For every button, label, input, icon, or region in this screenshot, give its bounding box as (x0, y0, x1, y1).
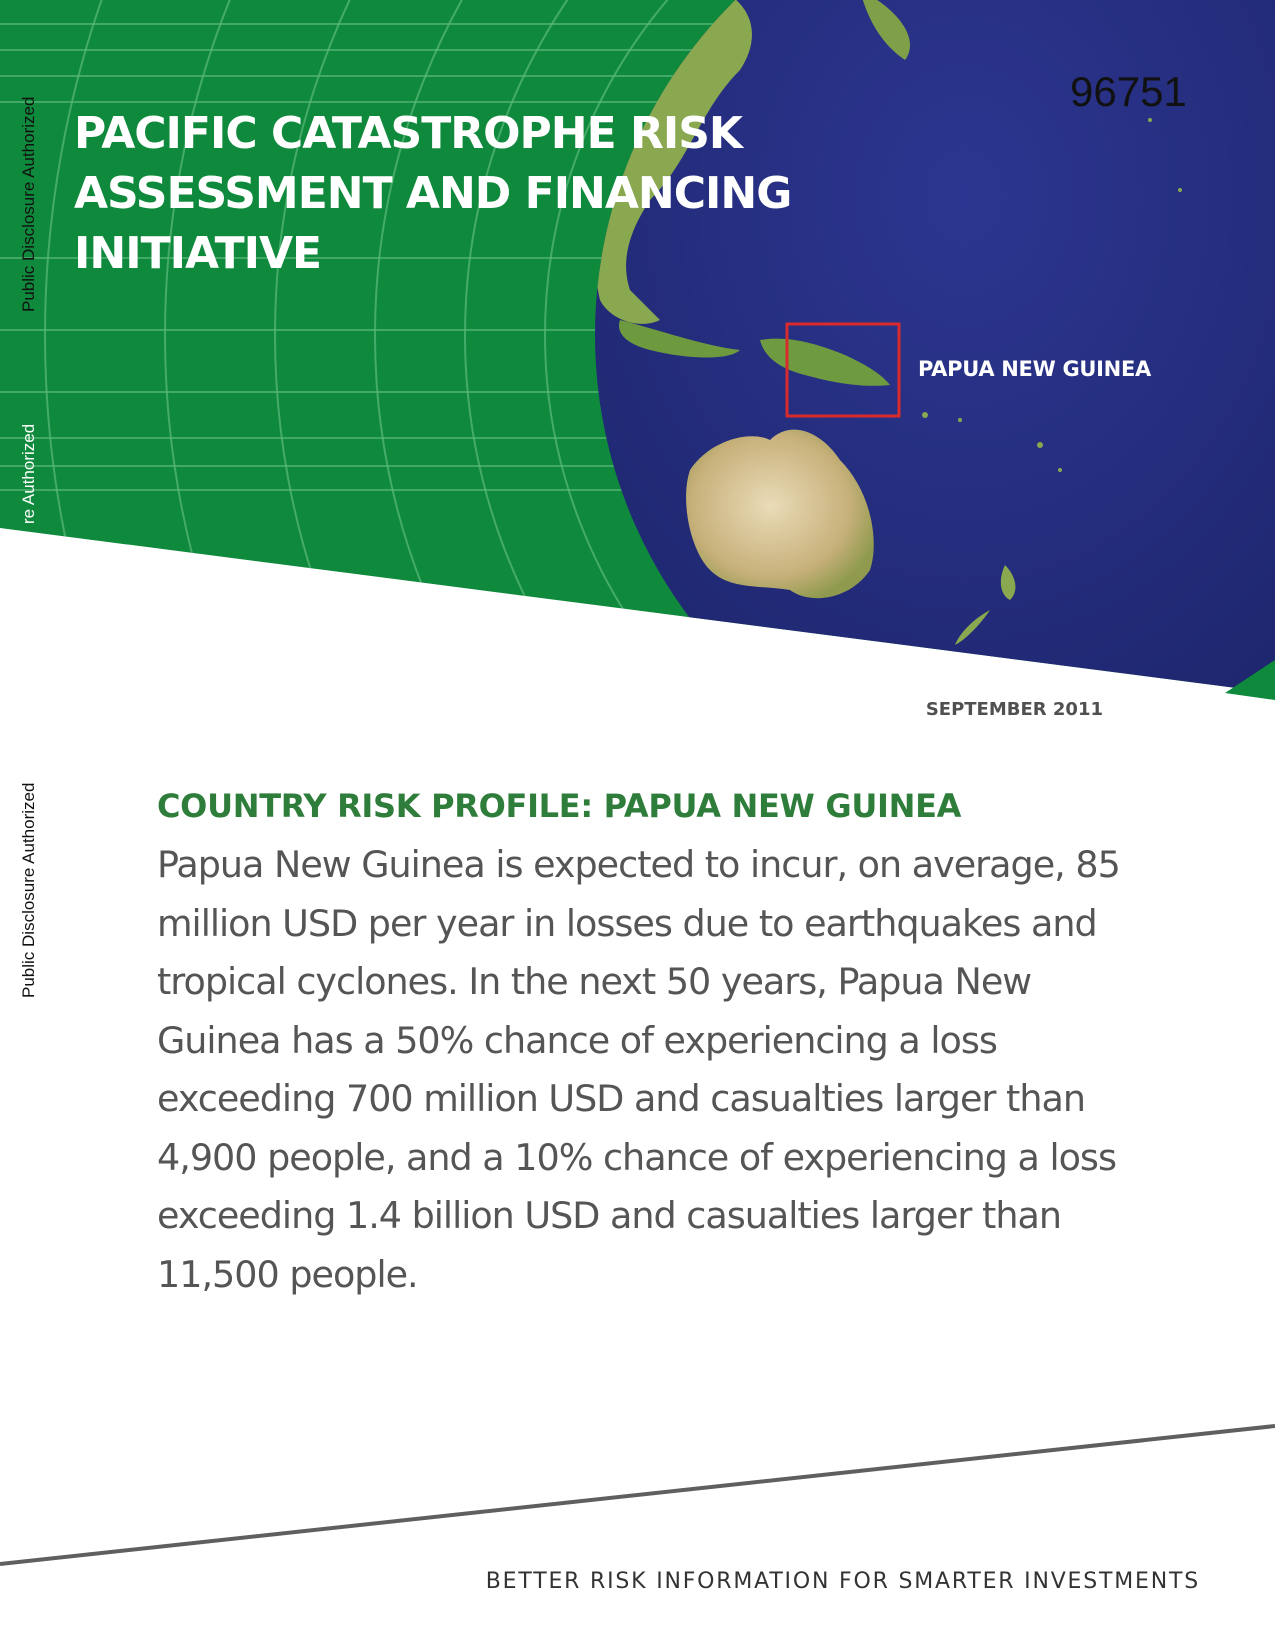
publication-date: SEPTEMBER 2011 (925, 699, 1103, 720)
footer-rule (0, 1420, 1275, 1580)
map-label: PAPUA NEW GUINEA (918, 357, 1151, 381)
document-number: 96751 (1070, 68, 1187, 115)
cover-title-line-2: ASSESSMENT AND FINANCING (74, 168, 792, 219)
profile-body: Papua New Guinea is expected to incur, on average, 85 million USD per year in losses due to earthquakes and tropical cyclones. In the next 50 years, Papua New Guinea has a 50% chance of experiencing a loss exceeding 700 million USD and casualties larger than 4,900 people, and a 10% chance of experiencing a loss exceeding 1.4 billion USD and casualties larger than 11,500 people. (157, 843, 1120, 1296)
profile-heading: COUNTRY RISK PROFILE: PAPUA NEW GUINEA (157, 787, 962, 825)
disclosure-stamp-2: re Authorized (19, 423, 38, 524)
disclosure-stamp-1: Public Disclosure Authorized (19, 96, 38, 312)
cover-title-line-1: PACIFIC CATASTROPHE RISK (74, 108, 743, 159)
disclosure-stamp-3: Public Disclosure Authorized (19, 782, 38, 998)
footer-tagline: BETTER RISK INFORMATION FOR SMARTER INVESTMENTS (485, 1569, 1200, 1594)
cover-title-line-3: INITIATIVE (74, 228, 322, 279)
